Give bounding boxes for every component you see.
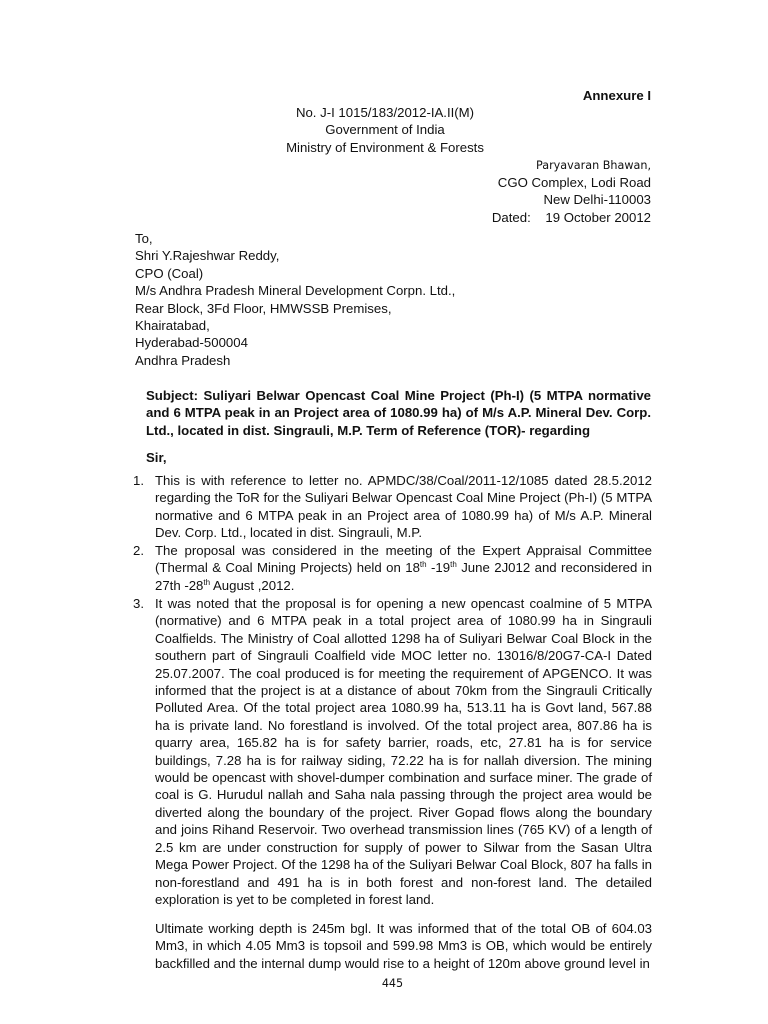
complex-address: CGO Complex, Lodi Road [497, 175, 651, 190]
building-name: Paryavaran Bhawan, [535, 159, 651, 172]
recipient-line: M/s Andhra Pradesh Mineral Development Corpn. Ltd., [135, 283, 456, 299]
letter-head [230, 104, 540, 156]
item-text-part: The proposal was considered in the meeting of the Expert Appraisal Committee (Thermal & Coal Mining Projects) held on 18 [155, 543, 652, 576]
recipient-line: CPO (Coal) [135, 265, 204, 281]
recipient-line: Hyderabad-500004 [135, 335, 248, 351]
annexure-label: Annexure I [582, 88, 651, 103]
ordinal-suffix: th [203, 577, 211, 587]
continuation-paragraph: Ultimate working depth is 245m bgl. It was informed that of the total OB of 604.03 Mm3, in which 4.05 Mm3 is topsoil and 599.98 Mm3 is OB, which would be entirely backfilled and the internal dump would rise to a height of 120m above ground level in [155, 921, 652, 971]
file-number: No. J-I 1015/183/2012-IA.II(M) [295, 105, 475, 120]
dated-label: Dated: [491, 209, 531, 225]
item-text-part: -19 [426, 560, 451, 576]
salutation: Sir, [146, 450, 167, 465]
ordinal-suffix: th [450, 560, 457, 570]
recipient-line: Shri Y.Rajeshwar Reddy, [135, 248, 280, 264]
date-line [331, 209, 651, 226]
recipient-block [135, 230, 455, 369]
city-pincode: New Delhi-110003 [543, 192, 651, 208]
recipient-line: Khairatabad, [135, 318, 210, 334]
to-label: To, [135, 231, 153, 246]
item-text: It was noted that the proposal is for opening a new opencast coalmine of 5 MTPA (normative) and 6 MTPA peak in a total project area of 1080.99 ha in Singrauli Coalfields. The Ministry of Coal allotted 1298 ha of Suliyari Belwar Coal Block in the southern part of Singrauli Coalfield vide MOC letter no. 13016/8/20G7-CA-I Dated 25.07.2007. The coal produced is for meeting the requirement of APGENCO. It was informed that the project is at a distance of about 70km from the Singrauli Critically Polluted Area. Of the total project area 1080.99 ha, 513.11 ha is Govt land, 567.88 ha is private land. No forestland is involved. Of the total project area, 807.86 ha is quarry area, 165.82 ha is for safety barrier, roads, etc, 27.81 ha is for service buildings, 7.28 ha is for railway siding, 72.22 ha is for nallah diversion. The mining would be opencast with shovel-dumper combination and surface miner. The grade of coal is G. Hurudul nallah and Saha nala passing through the project area would be diverted along the boundary of the project. River Gopad flows along the boundary and joins Rihand Reservoir. Two overhead transmission lines (765 KV) of a length of 2.5 km are under construction for supply of power to Silwar from the Sasan Ultra Mega Power Project. Of the 1298 ha of the Suliyari Belwar Coal Block, 807 ha falls in non-forestland and 491 ha is in both forest and non-forest land. The detailed exploration is yet to be completed in forest land. [155, 596, 652, 907]
item-text [155, 542, 652, 594]
item-number: 1. [133, 473, 144, 488]
ordinal-suffix: th [419, 560, 427, 570]
item-number: 3. [133, 596, 144, 611]
item-number: 2. [133, 543, 144, 558]
subject-line: Subject: Suliyari Belwar Opencast Coal Mine Project (Ph-I) (5 MTPA normative and 6 MTPA peak in an Project area of 1080.99 ha) of M/s A.P. Mineral Dev. Corp. Ltd., located in dist. Singrauli, M.P. Term of Reference (TOR)- regarding [146, 388, 651, 438]
recipient-line: Andhra Pradesh [135, 352, 231, 368]
item-text: This is with reference to letter no. APMDC/38/Coal/2011-12/1085 dated 28.5.2012 regarding the ToR for the Suliyari Belwar Opencast Coal Mine Project (Ph-I) (5 MTPA normative and 6 MTPA peak in an Project area of 1080.99 ha) of M/s A.P. Mineral Dev. Corp. Ltd., located in dist. Singrauli, M.P. [155, 473, 652, 541]
address-block [331, 157, 651, 226]
page-number: 445 [381, 977, 404, 990]
ministry-name: Ministry of Environment & Forests [286, 139, 484, 155]
government-name: Government of India [325, 122, 445, 138]
item-text-part: June 2J012 and reconsidered in 27th -28 [155, 560, 653, 593]
dated-value: 19 October 20012 [545, 209, 651, 225]
item-text-part: August ,2012. [210, 577, 295, 593]
recipient-line: Rear Block, 3Fd Floor, HMWSSB Premises, [135, 300, 392, 316]
